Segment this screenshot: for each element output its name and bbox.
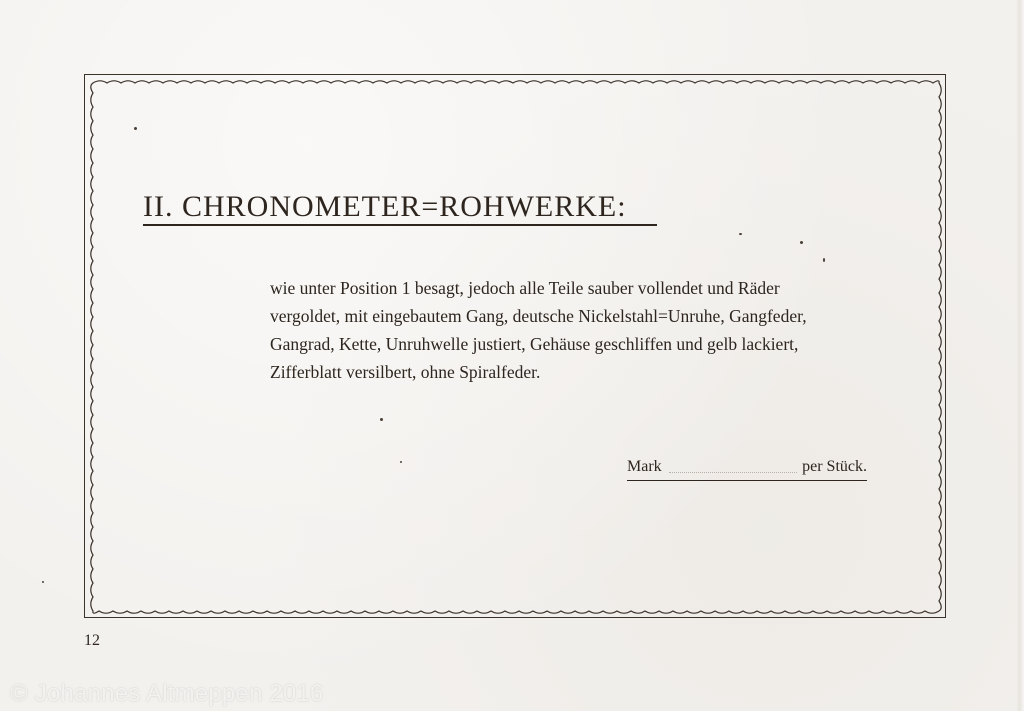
page-number: 12: [84, 632, 100, 649]
ink-speck: [400, 461, 402, 463]
description-line: wie unter Position 1 besagt, jedoch alle Teile sauber vollendet und Räder: [270, 278, 780, 298]
page-title: II. CHRONOMETER=ROHWERKE:: [143, 190, 627, 223]
ink-speck: [739, 233, 742, 235]
ink-speck: [380, 418, 383, 421]
ink-speck: [800, 241, 803, 244]
ink-speck: [134, 127, 137, 130]
currency-label: Mark: [627, 458, 662, 475]
title-underline: [143, 224, 657, 226]
ink-speck: [42, 581, 44, 583]
page-edge: [1016, 0, 1024, 711]
description-line: Gangrad, Kette, Unruhwelle justiert, Gehäuse geschliffen und gelb lackiert,: [270, 334, 799, 354]
price-blank: [669, 472, 797, 473]
description-line: Zifferblatt versilbert, ohne Spiralfeder.: [270, 362, 541, 382]
unit-label: per Stück.: [802, 458, 867, 475]
description-line: vergoldet, mit eingebautem Gang, deutsche Nickelstahl=Unruhe, Gangfeder,: [270, 306, 807, 326]
ink-speck: [823, 258, 825, 262]
description-paragraph: [270, 274, 900, 386]
copyright-watermark: © Johannes Altmeppen 2016: [10, 680, 324, 707]
price-line: [627, 456, 867, 481]
